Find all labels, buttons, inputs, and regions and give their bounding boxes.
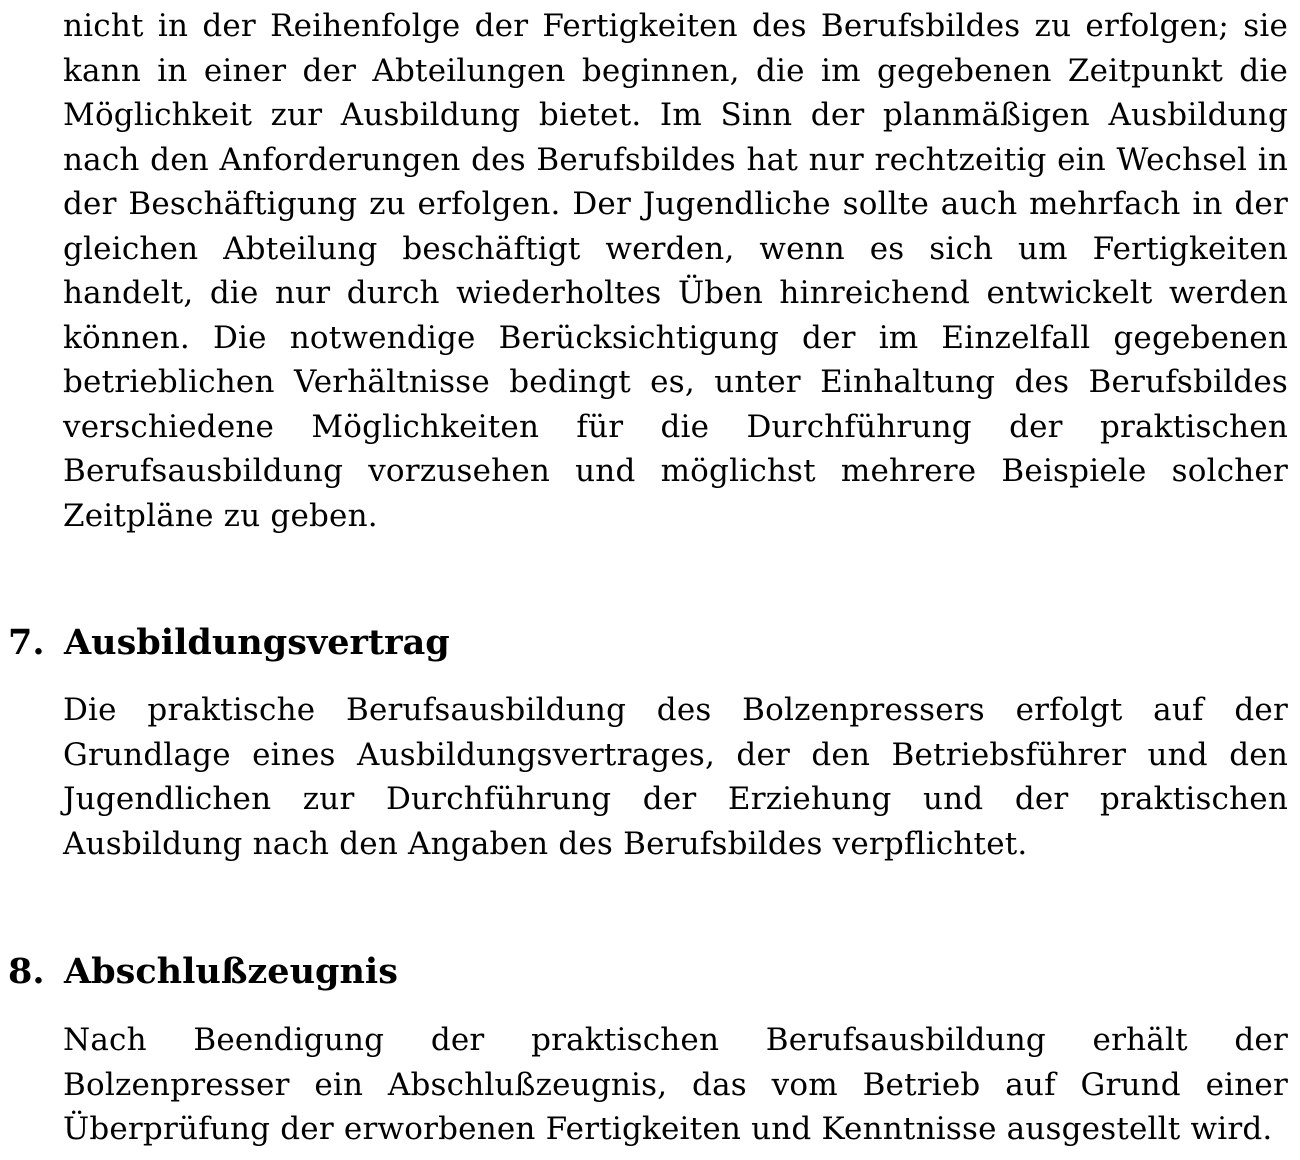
intro-paragraph: nicht in der Reihenfolge der Fertigkeiten des Berufsbildes zu erfolgen; sie kann in einer der Abteilungen beginnen, die im gegebenen Zeitpunkt die Möglichkeit zur Ausbildung bietet. Im Sinn der planmäßigen Ausbildung nach den Anforderungen des Berufsbildes hat nur rechtzeitig ein Wechsel in der Beschäftigung zu erfolgen. Der Jugendliche sollte auch mehrfach in der gleichen Abteilung beschäftigt werden, wenn es sich um Fertigkeiten handelt, die nur durch wiederholtes Üben hinreichend entwickelt werden können. Die notwendige Berücksichtigung der im Einzelfall gegebenen betrieblichen Verhältnisse bedingt es, unter Einhaltung des Berufsbildes verschiedene Möglichkeiten für die Durchführung der praktischen Berufsausbildung vorzusehen und möglichst mehrere Beispiele solcher Zeitpläne zu geben.: [63, 8, 1288, 534]
section-7-title: Ausbildungsvertrag: [64, 622, 450, 663]
section-7-number: 7.: [8, 622, 45, 663]
section-8-number: 8.: [8, 951, 45, 992]
section-8-title: Abschlußzeugnis: [64, 951, 398, 992]
section-8-paragraph: Nach Beendigung der praktischen Berufsausbildung erhält der Bolzenpresser ein Abschlußzeugnis, das vom Betrieb auf Grund einer Überprüfung der erworbenen Fertigkeiten und Kenntnisse ausgestellt wird.: [63, 1022, 1288, 1147]
section-8-heading: [8, 950, 398, 994]
section-7-paragraph: Die praktische Berufsausbildung des Bolzenpressers erfolgt auf der Grundlage eines Ausbildungsvertrages, der den Betriebsführer und den Jugendlichen zur Durchführung der Erziehung und der praktischen Ausbildung nach den Angaben des Berufsbildes verpflichtet.: [63, 692, 1288, 862]
section-7-heading: [8, 621, 450, 665]
